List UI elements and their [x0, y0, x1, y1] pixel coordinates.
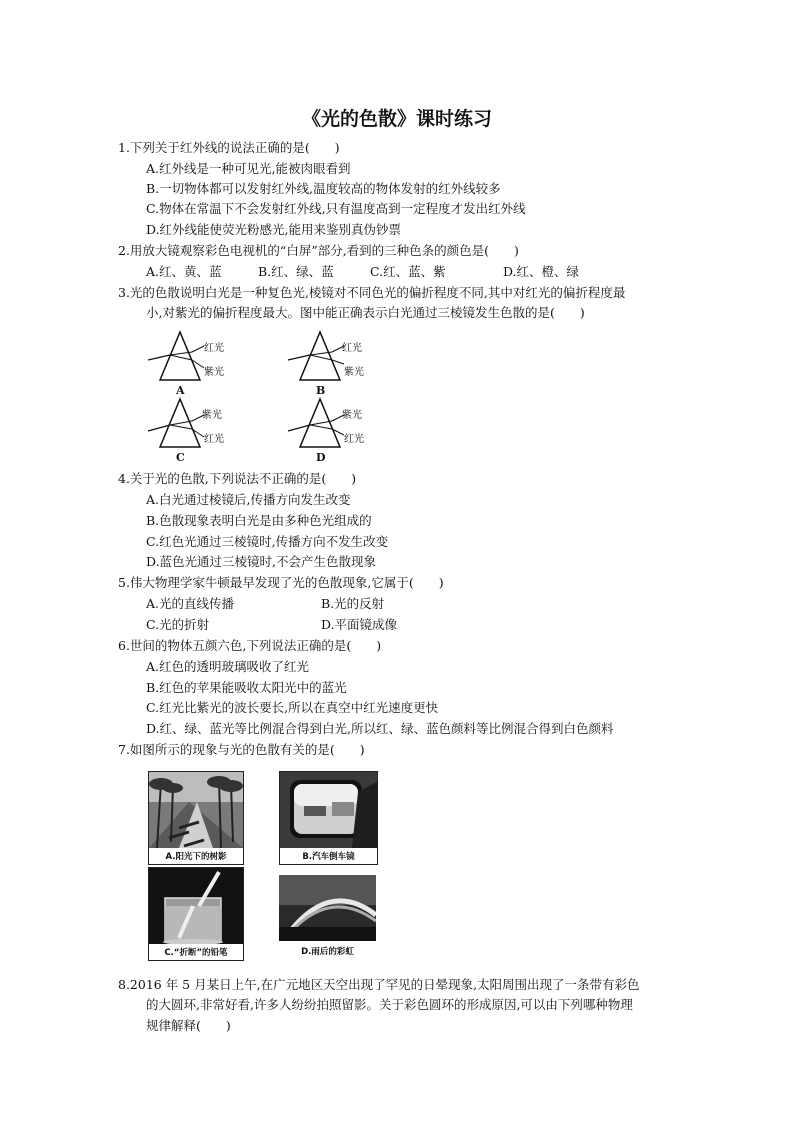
question-4-option-d: D.蓝色光通过三棱镜时,不会产生色散现象 — [146, 554, 377, 569]
photo-d-image — [279, 875, 376, 941]
photo-d-caption: D.雨后的彩虹 — [301, 947, 354, 957]
question-2-option-b: B.红、绿、蓝 — [258, 264, 334, 279]
photo-a-caption: A.阳光下的树影 — [165, 852, 227, 862]
question-1-option-c: C.物体在常温下不会发射红外线,只有温度高到一定程度才发出红外线 — [146, 201, 526, 216]
question-4-option-b: B.色散现象表明白光是由多种色光组成的 — [146, 513, 372, 528]
question-8-line-1: 8.2016 年 5 月某日上午,在广元地区天空出现了罕见的日晕现象,太阳周围出现了一条带有彩色 — [118, 977, 640, 992]
prism-a-letter: A — [176, 384, 185, 397]
question-7-stem: 7.如图所示的现象与光的色散有关的是( ) — [118, 742, 365, 757]
question-6-option-c: C.红光比紫光的波长要长,所以在真空中红光速度更快 — [146, 700, 439, 715]
question-2-stem: 2.用放大镜观察彩色电视机的“白屏”部分,看到的三种色条的颜色是( ) — [118, 243, 519, 258]
prism-diagram-b — [286, 330, 376, 400]
question-5-option-a: A.光的直线传播 — [146, 596, 235, 611]
question-8-line-3: 规律解释( ) — [146, 1018, 231, 1033]
prism-c-bottom-label: 红光 — [204, 434, 224, 445]
photo-c-caption: C.“折断”的铅笔 — [164, 948, 228, 958]
question-6-option-d: D.红、绿、蓝光等比例混合得到白光,所以红、绿、蓝色颜料等比例混合得到白色颜料 — [146, 721, 614, 736]
question-1-stem: 1.下列关于红外线的说法正确的是( ) — [118, 140, 340, 155]
question-4-stem: 4.关于光的色散,下列说法不正确的是( ) — [118, 471, 357, 486]
photo-a-tree-shadows — [148, 771, 244, 865]
question-3-stem-line-2: 小,对紫光的偏折程度最大。图中能正确表示白光通过三棱镜发生色散的是( ) — [146, 305, 585, 320]
question-4-option-a: A.白光通过棱镜后,传播方向发生改变 — [146, 492, 351, 507]
photo-a-image — [149, 772, 243, 848]
prism-diagram-a — [146, 330, 236, 400]
question-1-option-b: B.一切物体都可以发射红外线,温度较高的物体发射的红外线较多 — [146, 181, 501, 196]
question-6-option-a: A.红色的透明玻璃吸收了红光 — [146, 659, 310, 674]
photo-b-image — [280, 772, 377, 848]
question-6-option-b: B.红色的苹果能吸收太阳光中的蓝光 — [146, 680, 347, 695]
question-2-option-d: D.红、橙、绿 — [503, 264, 580, 279]
prism-a-bottom-label: 紫光 — [204, 367, 224, 378]
prism-c-letter: C — [176, 451, 185, 464]
question-6-stem: 6.世间的物体五颜六色,下列说法正确的是( ) — [118, 638, 382, 653]
prism-diagram-c — [146, 397, 236, 467]
question-2-option-a: A.红、黄、蓝 — [146, 264, 222, 279]
prism-b-letter: B — [316, 384, 326, 397]
photo-b-car-mirror — [279, 771, 378, 865]
photo-c-bent-pencil — [148, 867, 244, 961]
question-5-stem: 5.伟大物理学家牛顿最早发现了光的色散现象,它属于( ) — [118, 575, 444, 590]
question-5-option-c: C.光的折射 — [146, 617, 210, 632]
prism-c-top-label: 紫光 — [202, 410, 222, 421]
prism-b-top-label: 红光 — [342, 343, 362, 354]
question-2-option-c: C.红、蓝、紫 — [370, 264, 446, 279]
photo-c-image — [149, 868, 243, 944]
page-title: 《光的色散》课时练习 — [301, 108, 492, 130]
photo-d-rainbow — [279, 875, 376, 959]
prism-a-top-label: 红光 — [204, 343, 224, 354]
question-5-option-b: B.光的反射 — [321, 596, 385, 611]
prism-diagram-d — [286, 397, 376, 467]
question-5-option-d: D.平面镜成像 — [321, 617, 398, 632]
photo-b-caption: B.汽车倒车镜 — [302, 852, 355, 862]
prism-b-bottom-label: 紫光 — [344, 367, 364, 378]
prism-d-bottom-label: 红光 — [344, 434, 364, 445]
question-1-option-a: A.红外线是一种可见光,能被肉眼看到 — [146, 161, 351, 176]
prism-d-letter: D — [316, 451, 326, 464]
prism-d-top-label: 紫光 — [342, 410, 362, 421]
question-4-option-c: C.红色光通过三棱镜时,传播方向不发生改变 — [146, 534, 389, 549]
question-3-stem-line-1: 3.光的色散说明白光是一种复色光,棱镜对不同色光的偏折程度不同,其中对红光的偏折程度最 — [118, 285, 626, 300]
question-8-line-2: 的大圆环,非常好看,许多人纷纷拍照留影。关于彩色圆环的形成原因,可以由下列哪种物理 — [146, 997, 633, 1012]
question-1-option-d: D.红外线能使荧光粉感光,能用来鉴别真伪钞票 — [146, 222, 402, 237]
